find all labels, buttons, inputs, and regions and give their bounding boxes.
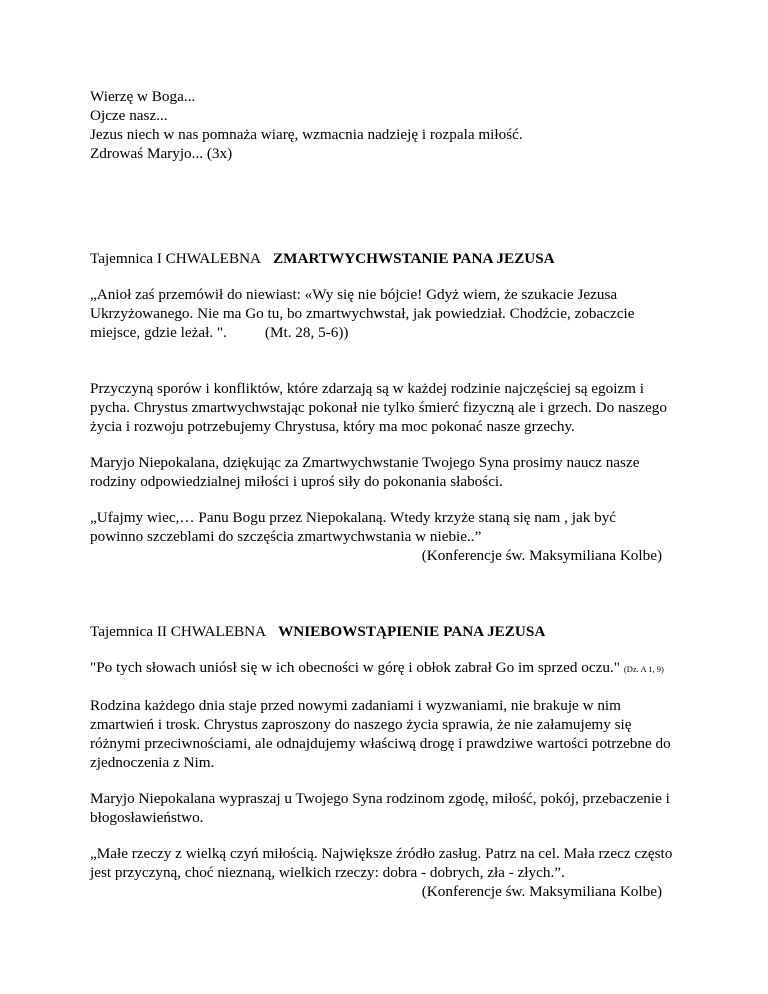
mystery1-label: Tajemnica I CHWALEBNA [90,250,262,267]
quote-line: „Małe rzeczy z wielką czyń miłością. Największe źródło zasług. Patrz na cel. Mała rzecz często [90,845,673,862]
scripture-text: miejsce, gdzie leżał. ". [90,324,227,341]
scripture-reference: (Mt. 28, 5-6)) [264,324,349,341]
mystery2-label: Tajemnica II CHWALEBNA [90,623,267,640]
prayer-line: rodziny odpowiedzialnej miłości i uproś siły do pokonania słabości. [90,473,503,490]
mystery1-scripture [90,285,720,342]
intro-line: Ojcze nasz... [90,107,168,124]
scripture-line: „Anioł zaś przemówił do niewiast: «Wy się nie bójcie! Gdyż wiem, że szukacie Jezusa [90,286,618,303]
mystery1-reflection [90,379,720,436]
scripture-text: "Po tych słowach uniósł się w ich obecności w górę i obłok zabrał Go im sprzed oczu." [90,659,620,676]
mystery2-prayer [90,789,720,827]
mystery2-scripture [90,658,720,679]
mystery1-quote [90,508,720,565]
document-page [90,87,720,901]
mystery2-title: WNIEBOWSTĄPIENIE PANA JEZUSA [278,623,546,640]
prayer-line: Maryjo Niepokalana, dziękując za Zmartwychwstanie Twojego Syna prosimy naucz nasze [90,454,640,471]
quote-source: (Konferencje św. Maksymiliana Kolbe) [421,883,662,900]
prayer-line: błogosławieństwo. [90,809,204,826]
reflection-line: Przyczyną sporów i konfliktów, które zdarzają są w każdej rodzinie najczęściej są egoizm i [90,380,644,397]
quote-line: powinno szczeblami do szczęścia zmartwychwstania w niebie..” [90,528,482,545]
quote-source: (Konferencje św. Maksymiliana Kolbe) [421,547,662,564]
scripture-line [90,658,720,679]
prayer-line: Maryjo Niepokalana wypraszaj u Twojego Syna rodzinom zgodę, miłość, pokój, przebaczenie i [90,790,670,807]
reflection-line: pycha. Chrystus zmartwychwstając pokonał nie tylko śmierć fizyczną ale i grzech. Do naszego [90,399,667,416]
intro-line: Wierzę w Boga... [90,88,196,105]
quote-line: „Ufajmy wiec,… Panu Bogu przez Niepokalaną. Wtedy krzyże staną się nam , jak być [90,509,617,526]
scripture-line-last [90,323,720,342]
reflection-line: zjednoczenia z Nim. [90,754,215,771]
mystery2-reflection [90,696,720,772]
mystery1-prayer [90,453,720,491]
reflection-line: Rodzina każdego dnia staje przed nowymi zadaniami i wyzwaniami, nie brakuje w nim [90,697,621,714]
mystery1-title: ZMARTWYCHWSTANIE PANA JEZUSA [273,250,555,267]
intro-line: Zdrowaś Maryjo... (3x) [90,145,233,162]
intro-prayers [90,87,720,163]
quote-line: jest przyczyną, choć nieznaną, wielkich rzeczy: dobra - dobrych, zła - złych.”. [90,864,565,881]
reflection-line: życia i rozwoju potrzebujemy Chrystusa, który ma moc pokonać nasze grzechy. [90,418,575,435]
reflection-line: zmartwień i trosk. Chrystus zaproszony do naszego życia sprawia, że nie załamujemy się [90,716,632,733]
mystery2-quote [90,844,720,901]
scripture-reference: (Dz. A 1, 9) [623,664,664,674]
intro-line: Jezus niech w nas pomnaża wiarę, wzmacnia nadzieję i rozpala miłość. [90,126,523,143]
mystery2-heading [90,622,720,641]
mystery1-heading [90,249,720,268]
reflection-line: różnymi przeciwnościami, ale odnajdujemy właściwą drogę i prawdziwe wartości potrzebne do [90,735,671,752]
scripture-line: Ukrzyżowanego. Nie ma Go tu, bo zmartwychwstał, jak powiedział. Chodźcie, zobaczcie [90,305,635,322]
